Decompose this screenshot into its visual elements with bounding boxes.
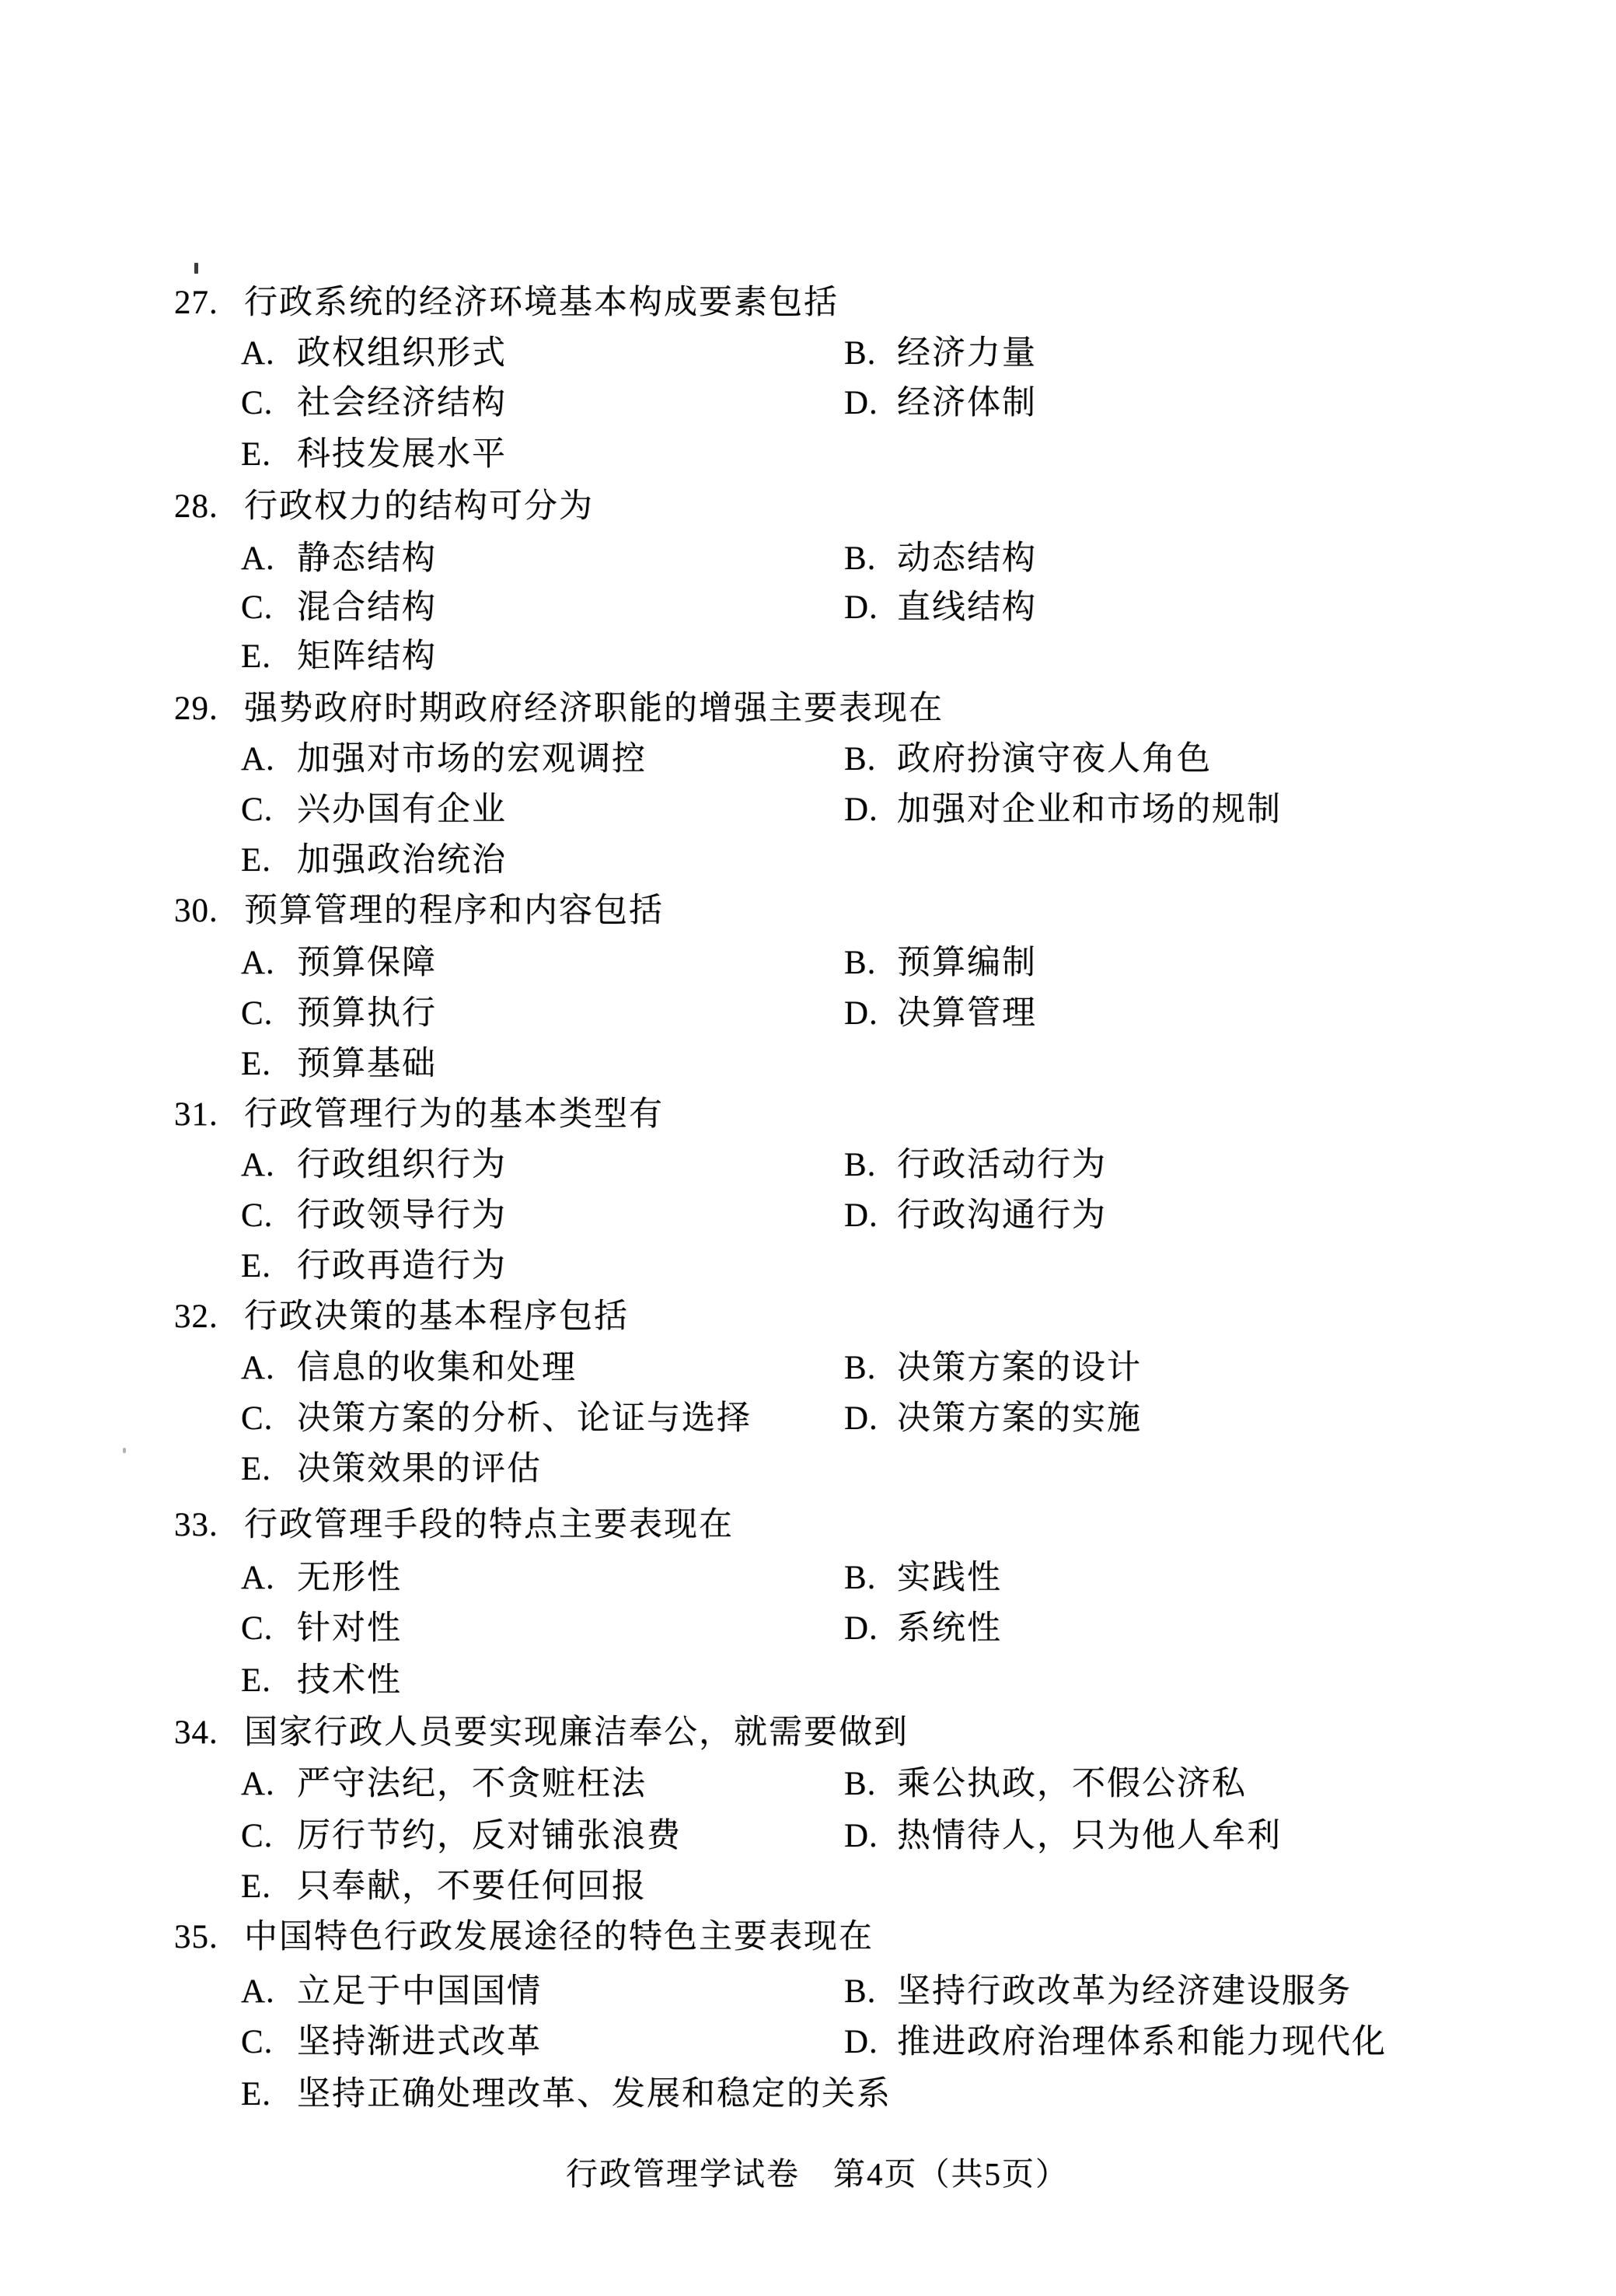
option-row [0,1249,1616,1293]
option-text: 决策方案的实施 [897,1400,1142,1437]
option-row [0,793,1616,837]
option-row [0,844,1616,887]
option-letter: E. [241,1868,272,1905]
option-letter: E. [241,638,272,675]
question-number: 34. [174,1714,218,1751]
option-letter: B. [844,1560,877,1596]
option-text: 政府扮演守夜人角色 [897,741,1212,778]
option-letter: A. [241,741,275,778]
question-text: 预算管理的程序和内容包括 [244,893,664,929]
option-row [0,743,1616,786]
option-letter: A. [241,945,275,981]
option-letter: A. [241,1766,275,1802]
option-text: 行政组织行为 [297,1147,507,1183]
option-letter: E. [241,1451,272,1487]
question-line-30 [0,894,1616,938]
option-row [0,2025,1616,2069]
option-row [0,1612,1616,1655]
option-text: 行政领导行为 [297,1197,507,1234]
option-text: 行政再造行为 [297,1248,507,1284]
option-text: 坚持行政改革为经济建设服务 [897,1973,1352,2010]
option-text: 兴办国有企业 [297,792,507,828]
option-text: 动态结构 [897,540,1037,577]
option-row [0,1819,1616,1863]
page-footer: 行政管理学试卷 第4页（共5页） [566,2156,1069,2192]
option-letter: D. [844,589,878,626]
option-text: 热情待人，只为他人牟利 [897,1818,1282,1854]
option-letter: B. [844,741,877,778]
question-number: 33. [174,1507,218,1543]
question-line-27 [0,286,1616,330]
option-letter: A. [241,540,275,577]
option-text: 社会经济结构 [297,385,507,421]
option-letter: D. [844,995,878,1032]
option-row [0,2078,1616,2121]
option-row [0,1664,1616,1707]
question-line-33 [0,1508,1616,1552]
option-row [0,1767,1616,1811]
option-text: 科技发展水平 [297,436,507,473]
option-letter: D. [844,792,878,828]
option-text: 矩阵结构 [297,638,437,675]
question-number: 27. [174,285,218,321]
option-text: 加强对市场的宏观调控 [297,741,647,778]
option-letter: C. [241,792,274,828]
option-text: 信息的收集和处理 [297,1350,577,1386]
question-line-32 [0,1300,1616,1344]
option-text: 政权组织形式 [297,335,507,372]
question-text: 行政权力的结构可分为 [244,488,594,525]
option-text: 实践性 [897,1560,1002,1596]
option-text: 决策方案的设计 [897,1350,1142,1386]
option-text: 针对性 [297,1610,402,1647]
question-number: 32. [174,1298,218,1335]
option-letter: A. [241,1147,275,1183]
option-text: 推进政府治理体系和能力现代化 [897,2024,1387,2060]
option-letter: E. [241,436,272,473]
question-number: 30. [174,893,218,929]
option-letter: C. [241,1610,274,1647]
question-line-29 [0,692,1616,736]
option-letter: C. [241,1400,274,1437]
question-text: 行政决策的基本程序包括 [244,1298,629,1335]
question-number: 35. [174,1919,218,1955]
option-row [0,542,1616,585]
option-letter: D. [844,1610,878,1647]
option-text: 决策效果的评估 [297,1451,542,1487]
option-letter: D. [844,385,878,421]
option-text: 坚持正确处理改革、发展和稳定的关系 [297,2076,892,2113]
option-letter: A. [241,335,275,372]
option-letter: E. [241,1662,272,1699]
option-text: 经济力量 [897,335,1037,372]
option-text: 静态结构 [297,540,437,577]
option-text: 决算管理 [897,995,1037,1032]
option-letter: B. [844,945,877,981]
option-text: 厉行节约，反对铺张浪费 [297,1818,682,1854]
option-letter: C. [241,1818,274,1854]
option-letter: C. [241,995,274,1032]
option-row [0,1870,1616,1913]
question-text: 强势政府时期政府经济职能的增强主要表现在 [244,690,944,727]
option-text: 只奉献，不要任何回报 [297,1868,647,1905]
option-text: 坚持渐进式改革 [297,2024,542,2060]
option-row [0,1148,1616,1192]
option-letter: B. [844,1147,877,1183]
option-text: 行政沟通行为 [897,1197,1107,1234]
option-letter: A. [241,1350,275,1386]
option-letter: B. [844,1973,877,2010]
option-text: 无形性 [297,1560,402,1596]
option-row [0,337,1616,380]
option-row [0,946,1616,990]
option-letter: C. [241,589,274,626]
question-number: 29. [174,690,218,727]
option-text: 立足于中国国情 [297,1973,542,2010]
option-letter: D. [844,1197,878,1234]
option-text: 直线结构 [897,589,1037,626]
question-number: 28. [174,488,218,525]
option-letter: C. [241,385,274,421]
option-text: 预算保障 [297,945,437,981]
option-letter: C. [241,2024,274,2060]
option-text: 加强对企业和市场的规制 [897,792,1282,828]
option-text: 行政活动行为 [897,1147,1107,1183]
option-text: 乘公执政，不假公济私 [897,1766,1247,1802]
question-text: 行政管理手段的特点主要表现在 [244,1507,734,1543]
option-row [0,1975,1616,2018]
option-letter: E. [241,1046,272,1082]
option-text: 技术性 [297,1662,402,1699]
question-text: 行政系统的经济环境基本构成要素包括 [244,285,839,321]
question-text: 国家行政人员要实现廉洁奉公，就需要做到 [244,1714,909,1751]
option-text: 系统性 [897,1610,1002,1647]
question-text: 中国特色行政发展途径的特色主要表现在 [244,1919,874,1955]
question-number: 31. [174,1096,218,1133]
option-letter: D. [844,2024,878,2060]
option-letter: B. [844,335,877,372]
option-letter: D. [844,1818,878,1854]
option-text: 决策方案的分析、论证与选择 [297,1400,752,1437]
option-row [0,591,1616,634]
option-row [0,640,1616,683]
question-line-35 [0,1920,1616,1964]
option-letter: C. [241,1197,274,1234]
question-line-28 [0,490,1616,533]
option-letter: E. [241,1248,272,1284]
option-letter: E. [241,842,272,879]
option-letter: B. [844,1766,877,1802]
option-letter: A. [241,1560,275,1596]
option-row [0,1402,1616,1445]
option-letter: E. [241,2076,272,2113]
option-row [0,1199,1616,1242]
option-text: 预算编制 [897,945,1037,981]
scan-speck [194,263,198,274]
question-line-31 [0,1098,1616,1141]
question-line-34 [0,1716,1616,1760]
option-letter: B. [844,540,877,577]
option-text: 经济体制 [897,385,1037,421]
option-row [0,1561,1616,1605]
option-letter: D. [844,1400,878,1437]
option-letter: B. [844,1350,877,1386]
option-row [0,438,1616,481]
question-text: 行政管理行为的基本类型有 [244,1096,664,1133]
option-row [0,1047,1616,1091]
option-text: 混合结构 [297,589,437,626]
option-row [0,1351,1616,1395]
option-letter: A. [241,1973,275,2010]
option-row [0,386,1616,430]
option-text: 预算执行 [297,995,437,1032]
option-text: 严守法纪，不贪赃枉法 [297,1766,647,1802]
option-text: 加强政治统治 [297,842,507,879]
option-text: 预算基础 [297,1046,437,1082]
option-row [0,997,1616,1040]
option-row [0,1452,1616,1496]
